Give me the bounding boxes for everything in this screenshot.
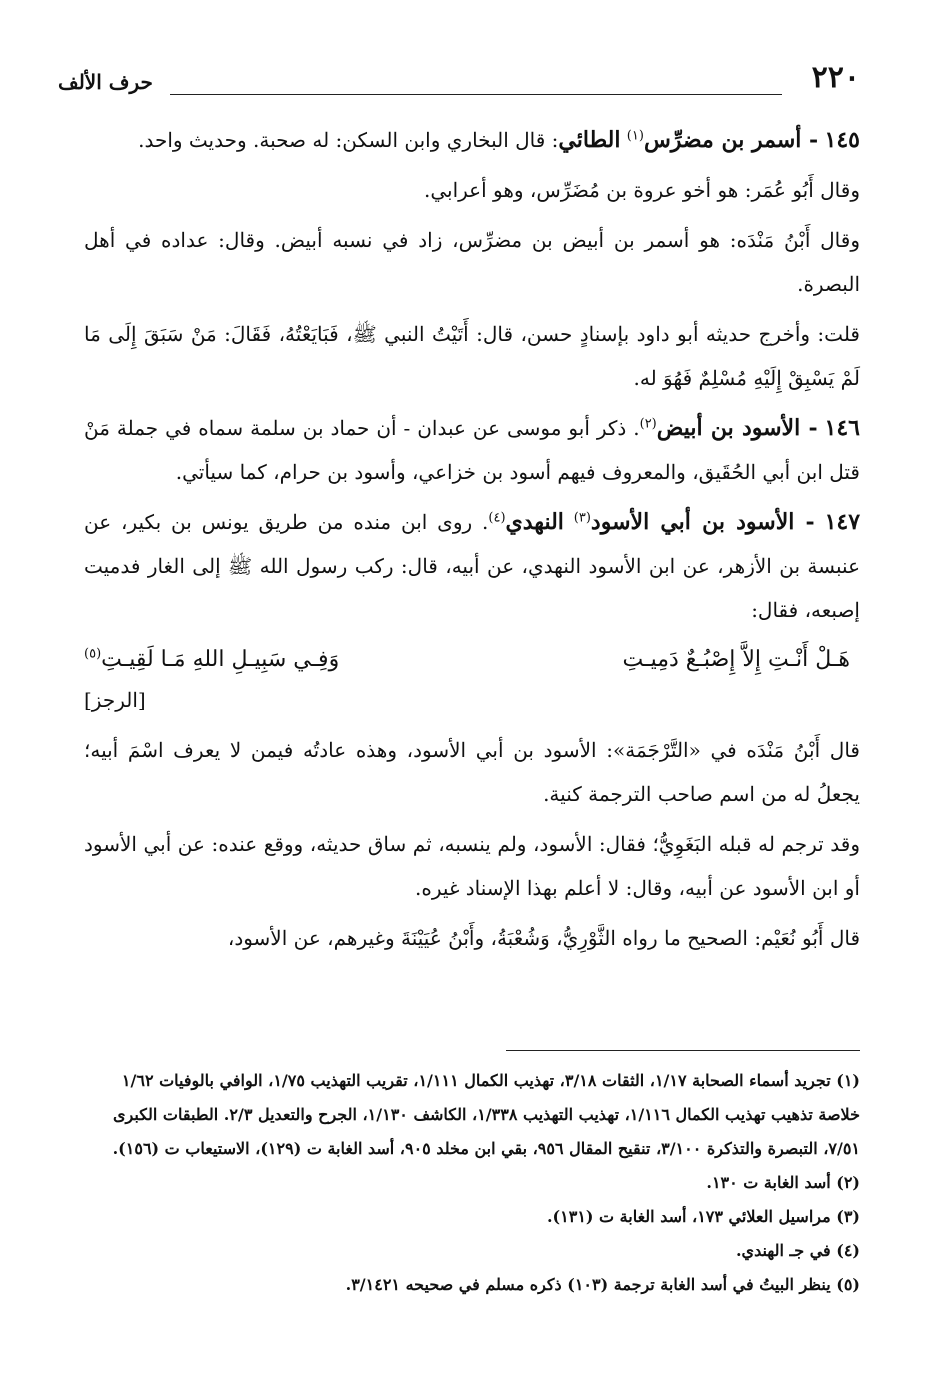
entry-title-nisba: الطائي — [558, 127, 621, 153]
footnote-mark: (٤) — [488, 510, 506, 526]
footnote-separator — [506, 1050, 860, 1051]
main-text — [84, 118, 860, 966]
footnote-mark: (٣) — [573, 510, 591, 526]
entry-dash: - — [794, 509, 815, 535]
footnote: (٢) أسد الغابة ت ١٣٠. — [706, 1173, 860, 1192]
footnote-mark: (٢) — [639, 416, 657, 432]
paragraph: وقال أَبُو عُمَر: هو أخو عروة بن مُضَرِّس، وهو أعرابي. — [424, 178, 860, 202]
header-rule — [170, 94, 782, 95]
page-number: ٢٢٠ — [811, 60, 860, 95]
entry-title: الأسود بن أبي الأسود — [590, 509, 795, 535]
entry-dash: - — [800, 415, 818, 441]
verse-meter-row — [84, 678, 860, 722]
entry-text: . ذكر أبو موسى عن عبدان - أن حماد بن سلمة سماه في جملة مَنْ قتل ابن أبي الحُقَيق، والمعروف فيهم أسود بن خزاعي، وأسود بن حرام، كما سيأتي. — [84, 416, 860, 484]
entry-dash: - — [801, 127, 819, 153]
footnote-mark: (١) — [626, 128, 644, 144]
verse-hemistich-first: هَـلْ أَنْـتِ إِلاَّ إِصْبُـعٌ دَمِيـتِ — [622, 647, 850, 672]
entry-number: ١٤٥ — [824, 127, 860, 153]
paragraph: قال أَبْنُ مَنْدَه في «التَّرْجَمَة»: الأسود بن أبي الأسود، وهذه عادتُه فيمن لا يعرف اسْمَ أبيه؛ يجعلُ له من اسم صاحب الترجمة كنية. — [84, 738, 860, 806]
paragraph: قال أَبُو نُعَيْم: الصحيح ما رواه الثَّوْرِيُّ، وَشُعْبَةُ، وأَبْنُ عُيَيْنَةَ وغيرهم، عن الأسود، — [227, 926, 860, 950]
running-title: حرف الألف — [58, 70, 153, 94]
entry-title: أسمر بن مضرِّس — [643, 127, 802, 153]
paragraph: وقد ترجم له قبله البَغَوِيُّ؛ فقال: الأسود، ولم ينسبه، ثم ساق حديثه، ووقع عنده: عن أبي الأسود أو ابن الأسود عن أبيه، وقال: لا أعلم بهذا الإسناد غيره. — [84, 832, 860, 900]
footnotes — [84, 1064, 860, 1302]
footnote: (٣) مراسيل العلائي ١٧٣، أسد الغابة ت (١٣١). — [546, 1207, 860, 1226]
page-header — [58, 60, 860, 100]
verse-hemistich-second-wrap — [84, 638, 339, 682]
paragraph: قلت: وأخرج حديثه أبو داود بإسنادٍ حسن، قال: أَتَيْتُ النبي ﷺ، فَبَايَعْتُهُ، فَقَالَ: مَنْ سَبَقَ إِلَى مَا لَمْ يَسْبِقْ إِلَيْهِ مُسْلِمٌ فَهُوَ له. — [84, 322, 860, 390]
entry-146 — [84, 406, 860, 494]
entry-title-nisba: النهدي — [505, 509, 564, 535]
verse-hemistich-second: وَفِـي سَبِيـلِ اللهِ مَـا لَقِيـتِ — [101, 647, 340, 672]
entry-number: ١٤٦ — [824, 415, 860, 441]
entry-text: : قال البخاري وابن السكن: له صحبة. وحديث واحد. — [138, 128, 559, 152]
entry-number: ١٤٧ — [824, 509, 861, 535]
footnote: (٤) في جـ الهندي. — [735, 1241, 860, 1260]
paragraph: وقال أَبْنُ مَنْدَه: هو أسمر بن أبيض بن مضرِّس، زاد في نسبه أبيض. وقال: عداده في أهل البصرة. — [84, 228, 860, 296]
verse-meter: [الرجز] — [84, 688, 146, 712]
poetry-verse — [84, 638, 850, 682]
footnote-mark: (٥) — [84, 646, 102, 662]
footnote: (٥) ينظر البيتُ في أسد الغابة ترجمة (١٠٣) ذكره مسلم في صحيحه ٣/١٤٢١. — [345, 1275, 860, 1294]
footnote: (١) تجريد أسماء الصحابة ١/١٧، الثقات ٣/١٨، تهذيب الكمال ١/١١١، تقريب التهذيب ١/٧٥، الوافي بالوفيات ١/٦٢ خلاصة تذهيب تهذيب الكمال ١/١١٦، تهذيب التهذيب ١/٣٣٨، الكاشف ١/١٣٠، الجرح والتعديل ٢/٣. الطبقات الكبرى ٧/٥١، التبصرة والتذكرة ٣/١٠٠، تنقيح المقال ٩٥٦، بقي ابن مخلد ٩٠٥، أسد الغابة ت (١٢٩)، الاستيعاب ت (١٥٦). — [112, 1071, 860, 1158]
entry-title: الأسود بن أبيض — [656, 415, 801, 441]
entry-145 — [84, 118, 860, 162]
entry-147 — [84, 500, 860, 632]
entry-text: . روى ابن منده من طريق يونس بن بكير، عن عنبسة بن الأزهر، عن ابن الأسود النهدي، عن أبيه، قال: ركب رسول الله ﷺ إلى الغار فدميت إصبعه، فقال: — [84, 510, 860, 622]
